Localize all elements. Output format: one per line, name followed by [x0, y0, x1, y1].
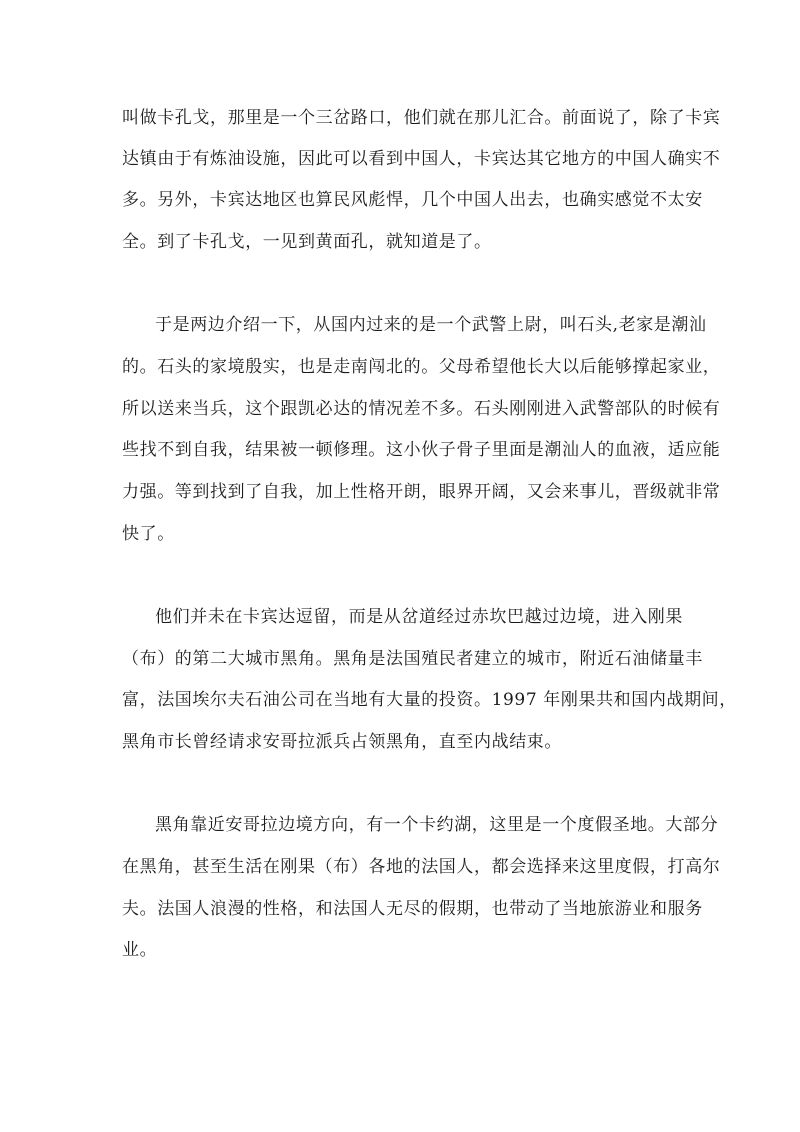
text-line: 多。另外，卡宾达地区也算民风彪悍，几个中国人出去，也确实感觉不太安: [122, 190, 703, 210]
text-line: 叫做卡孔戈，那里是一个三岔路口，他们就在那儿汇合。前面说了，除了卡宾: [122, 108, 721, 128]
text-line: 在黑角，甚至生活在刚果（布）各地的法国人，都会选择来这里度假，打高尔: [122, 857, 721, 877]
text-line: 于是两边介绍一下，从国内过来的是一个武警上尉，叫石头,老家是潮汕: [155, 315, 707, 335]
text-line: 富，法国埃尔夫石油公司在当地有大量的投资。1997 年刚果共和国内战期间，: [122, 690, 737, 710]
text-line: 夫。法国人浪漫的性格，和法国人无尽的假期，也带动了当地旅游业和服务: [122, 899, 703, 919]
text-line: （布）的第二大城市黑角。黑角是法国殖民者建立的城市，附近石油储量丰: [122, 649, 703, 669]
text-line: 业。: [122, 940, 158, 960]
text-line: 黑角市长曾经请求安哥拉派兵占领黑角，直至内战结束。: [122, 732, 562, 752]
text-line: 些找不到自我，结果被一顿修理。这小伙子骨子里面是潮汕人的血液，适应能: [122, 440, 721, 460]
text-line: 所以送来当兵，这个跟凯必达的情况差不多。石头刚刚进入武警部队的时候有: [122, 399, 721, 419]
text-line: 全。到了卡孔戈，一见到黄面孔，就知道是了。: [122, 232, 492, 252]
text-line: 达镇由于有炼油设施，因此可以看到中国人，卡宾达其它地方的中国人确实不: [122, 149, 721, 169]
text-line: 的。石头的家境殷实，也是走南闯北的。父母希望他长大以后能够撑起家业，: [122, 357, 721, 377]
text-line: 黑角靠近安哥拉边境方向，有一个卡约湖，这里是一个度假圣地。大部分: [155, 815, 719, 835]
text-line: 快了。: [122, 524, 175, 544]
text-line: 他们并未在卡宾达逗留，而是从岔道经过赤坎巴越过边境，进入刚果: [155, 607, 683, 627]
text-line: 力强。等到找到了自我，加上性格开朗，眼界开阔，又会来事儿，晋级就非常: [122, 482, 721, 502]
